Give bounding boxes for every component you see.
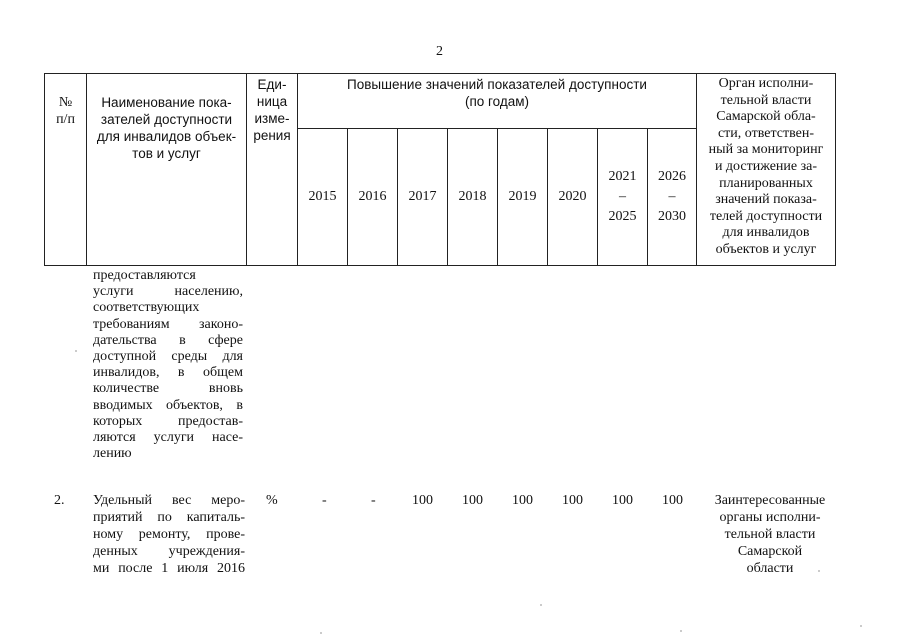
row-value-2026-2030: 100 bbox=[662, 493, 683, 508]
header-col-organ bbox=[696, 73, 836, 266]
header-text-line: ница bbox=[256, 94, 288, 109]
scan-speck bbox=[75, 350, 77, 352]
text-line: которых предостав- bbox=[93, 413, 243, 429]
text-line: приятий по капиталь- bbox=[93, 510, 245, 525]
header-text-line: ный за мониторинг bbox=[708, 142, 824, 158]
header-year-2017: 2017 bbox=[397, 128, 448, 266]
continued-row-text bbox=[93, 268, 243, 462]
header-text-line: № bbox=[58, 95, 73, 110]
header-year-2026-2030: 2026 – 2030 bbox=[647, 128, 697, 266]
scan-speck bbox=[320, 632, 322, 634]
row-responsible-organ bbox=[700, 492, 840, 577]
text-line: Самарской bbox=[737, 544, 803, 559]
header-col-name bbox=[86, 73, 247, 266]
header-text-line: (по годам) bbox=[464, 94, 530, 109]
row-indicator-name bbox=[93, 492, 245, 577]
text-line: ному ремонту, прове- bbox=[93, 527, 245, 542]
header-year-2018: 2018 bbox=[447, 128, 498, 266]
text-line: требованиям законо- bbox=[93, 316, 243, 332]
row-value-2016: - bbox=[371, 493, 376, 508]
header-col-unit bbox=[246, 73, 298, 266]
header-text-line: тов и услуг bbox=[132, 146, 201, 161]
row-value-2018: 100 bbox=[462, 493, 483, 508]
text-line: соответствующих bbox=[93, 300, 200, 316]
header-text-line: для инвалидов объек- bbox=[96, 129, 237, 144]
text-line: органы исполни- bbox=[719, 510, 821, 525]
row-value-2021-2025: 100 bbox=[612, 493, 633, 508]
header-text-line: значений показа- bbox=[715, 192, 817, 208]
header-text-line: планированных bbox=[719, 175, 813, 191]
header-text-line: телей доступности bbox=[709, 208, 823, 224]
header-text-line: зателей доступности bbox=[100, 112, 233, 127]
header-text-line: Орган исполни- bbox=[718, 76, 814, 91]
header-text-line: для инвалидов bbox=[722, 225, 810, 241]
text-line: инвалидов, в общем bbox=[93, 365, 243, 381]
row-value-2019: 100 bbox=[512, 493, 533, 508]
header-year-2015: 2015 bbox=[297, 128, 348, 266]
header-col-number bbox=[44, 73, 87, 266]
header-year-2021-2025: 2021 – 2025 bbox=[597, 128, 648, 266]
scan-speck bbox=[818, 570, 820, 572]
header-text-line: Еди- bbox=[257, 77, 287, 92]
header-text-line: изме- bbox=[254, 111, 290, 126]
text-line: тельной власти bbox=[724, 527, 816, 542]
text-line: доступной среды для bbox=[93, 349, 243, 365]
header-text-line: п/п bbox=[56, 112, 75, 127]
row-value-2017: 100 bbox=[412, 493, 433, 508]
header-year-2019: 2019 bbox=[497, 128, 548, 266]
header-text-line: сти, ответствен- bbox=[717, 125, 814, 141]
header-text-line: рения bbox=[253, 128, 291, 143]
text-line: области bbox=[746, 561, 794, 576]
scan-speck bbox=[680, 630, 682, 632]
row-number: 2. bbox=[54, 493, 65, 508]
text-line: услуги населению, bbox=[93, 284, 243, 300]
row-unit: % bbox=[266, 493, 278, 508]
header-text-line: и достижение за- bbox=[714, 158, 818, 174]
text-line: дательства в сфере bbox=[93, 332, 243, 348]
header-year-2016: 2016 bbox=[347, 128, 398, 266]
header-text-line: тельной власти bbox=[720, 92, 812, 108]
header-text-line: Повышение значений показателей доступности bbox=[347, 77, 647, 92]
header-year-2020: 2020 bbox=[547, 128, 598, 266]
header-text-line: Наименование пока- bbox=[101, 95, 232, 110]
scan-speck bbox=[860, 625, 862, 627]
text-line: вводимых объектов, в bbox=[93, 397, 243, 413]
scan-speck bbox=[540, 604, 542, 606]
header-text-line: Самарской обла- bbox=[716, 109, 816, 125]
text-line: количестве вновь bbox=[93, 381, 243, 397]
text-line: лению bbox=[93, 446, 132, 462]
row-value-2015: - bbox=[322, 493, 327, 508]
text-line: предоставляются bbox=[93, 268, 196, 283]
text-line: ми после 1 июля 2016 bbox=[93, 561, 245, 576]
text-line: Удельный вес меро- bbox=[93, 493, 245, 508]
header-col-increase bbox=[297, 73, 697, 129]
row-value-2020: 100 bbox=[562, 493, 583, 508]
text-line: ляются услуги насе- bbox=[93, 430, 243, 446]
text-line: Заинтересованные bbox=[714, 493, 826, 508]
text-line: денных учреждения- bbox=[93, 544, 245, 559]
page-number: 2 bbox=[436, 44, 443, 59]
header-text-line: объектов и услуг bbox=[715, 241, 817, 257]
